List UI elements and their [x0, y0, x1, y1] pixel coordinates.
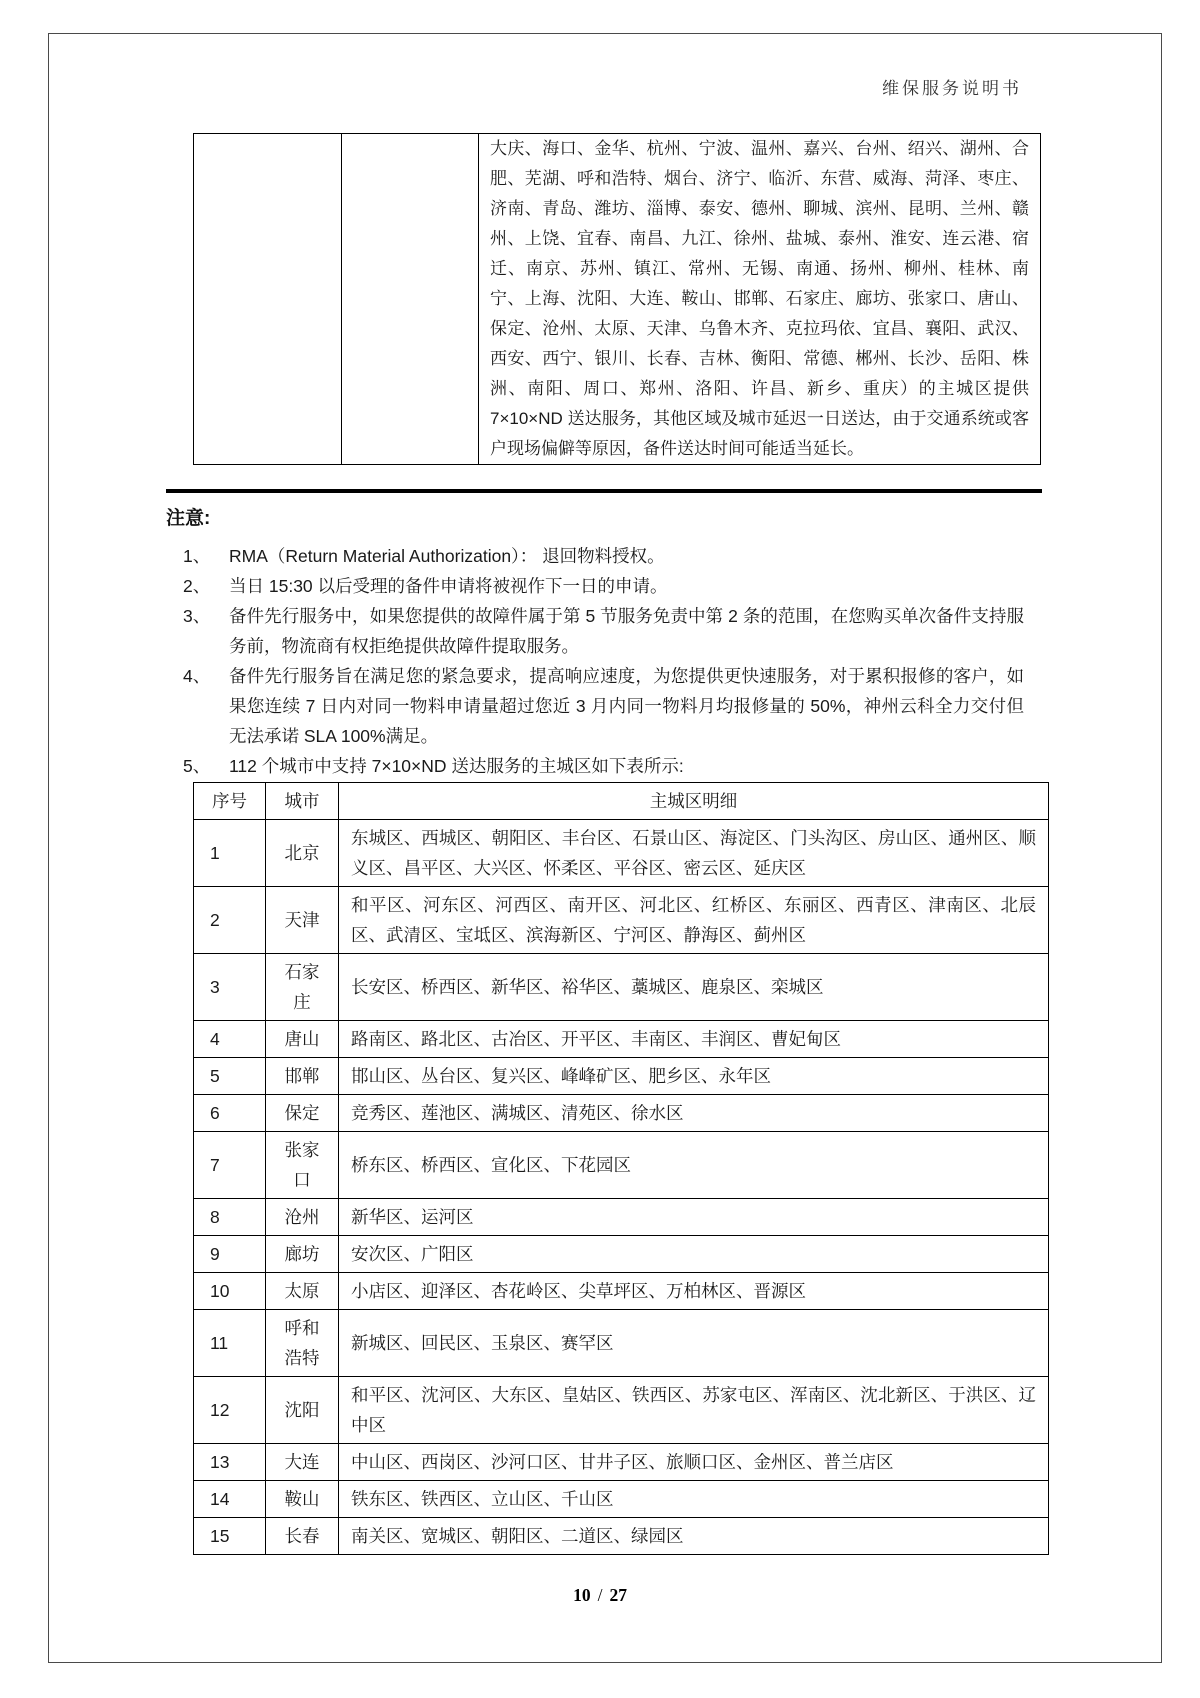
table-row — [194, 1273, 1049, 1310]
page-number: 10 — [573, 1585, 591, 1605]
delivery-cities-cell: 大庆、海口、金华、杭州、宁波、温州、嘉兴、台州、绍兴、湖州、合肥、芜湖、呼和浩特、烟台、济宁、临沂、东营、威海、菏泽、枣庄、济南、青岛、潍坊、淄博、泰安、德州、聊城、滨州、昆明、兰州、赣州、上饶、宜春、南昌、九江、徐州、盐城、泰州、淮安、连云港、宿迁、南京、苏州、镇江、常州、无锡、南通、扬州、柳州、桂林、南宁、上海、沈阳、大连、鞍山、邯郸、石家庄、廊坊、张家口、唐山、保定、沧州、太原、天津、乌鲁木齐、克拉玛依、宜昌、襄阳、武汉、西安、西宁、银川、长春、吉林、衡阳、常德、郴州、长沙、岳阳、株洲、南阳、周口、郑州、洛阳、许昌、新乡、重庆）的主城区提供 7×10×ND 送达服务，其他区域及城市延迟一日送达，由于交通系统或客户现场偏僻等原因，备件送达时间可能适当延长。 — [479, 134, 1041, 465]
row-number-cell: 3 — [194, 954, 266, 1021]
row-number-cell: 15 — [194, 1518, 266, 1555]
table-row — [194, 1518, 1049, 1555]
row-number-cell: 1 — [194, 820, 266, 887]
list-item-number: 2、 — [183, 576, 211, 596]
districts-cell: 南关区、宽城区、朝阳区、二道区、绿园区 — [339, 1518, 1049, 1555]
city-cell: 邯郸 — [266, 1058, 339, 1095]
districts-cell: 新城区、回民区、玉泉区、赛罕区 — [339, 1310, 1049, 1377]
districts-cell: 安次区、广阳区 — [339, 1236, 1049, 1273]
list-item — [183, 661, 1024, 751]
table-row — [194, 1236, 1049, 1273]
table-row — [194, 134, 1041, 465]
list-item — [183, 601, 1024, 661]
districts-cell: 东城区、西城区、朝阳区、丰台区、石景山区、海淀区、门头沟区、房山区、通州区、顺义区、昌平区、大兴区、怀柔区、平谷区、密云区、延庆区 — [339, 820, 1049, 887]
list-item-text: RMA（Return Material Authorization）： 退回物料授权。 — [229, 546, 665, 566]
table-row — [194, 1095, 1049, 1132]
page-number-separator: / — [597, 1585, 603, 1605]
table-row — [194, 887, 1049, 954]
section-divider-rule — [166, 489, 1042, 493]
page-footer — [0, 1585, 1200, 1606]
list-item-text: 备件先行服务中，如果您提供的故障件属于第 5 节服务免责中第 2 条的范围，在您购买单次备件支持服务前，物流商有权拒绝提供故障件提取服务。 — [229, 606, 1024, 656]
city-districts-table — [193, 782, 1049, 1555]
table-row — [194, 1199, 1049, 1236]
districts-cell: 和平区、沈河区、大东区、皇姑区、铁西区、苏家屯区、浑南区、沈北新区、于洪区、辽中区 — [339, 1377, 1049, 1444]
districts-cell: 长安区、桥西区、新华区、裕华区、藁城区、鹿泉区、栾城区 — [339, 954, 1049, 1021]
row-number-cell: 10 — [194, 1273, 266, 1310]
row-number-cell: 2 — [194, 887, 266, 954]
city-cell: 北京 — [266, 820, 339, 887]
empty-cell-2 — [342, 134, 479, 465]
table-row — [194, 1444, 1049, 1481]
city-cell: 廊坊 — [266, 1236, 339, 1273]
list-item-number: 1、 — [183, 546, 211, 566]
city-cell: 沈阳 — [266, 1377, 339, 1444]
districts-cell: 路南区、路北区、古冶区、开平区、丰南区、丰润区、曹妃甸区 — [339, 1021, 1049, 1058]
column-header-no: 序号 — [194, 783, 266, 820]
table-row — [194, 1021, 1049, 1058]
city-cell: 保定 — [266, 1095, 339, 1132]
districts-cell: 新华区、运河区 — [339, 1199, 1049, 1236]
districts-cell: 邯山区、丛台区、复兴区、峰峰矿区、肥乡区、永年区 — [339, 1058, 1049, 1095]
districts-cell: 桥东区、桥西区、宣化区、下花园区 — [339, 1132, 1049, 1199]
city-cell: 鞍山 — [266, 1481, 339, 1518]
city-cell: 呼和浩特 — [266, 1310, 339, 1377]
table-row — [194, 1310, 1049, 1377]
city-cell: 天津 — [266, 887, 339, 954]
notice-title: 注意: — [166, 508, 211, 529]
column-header-districts: 主城区明细 — [339, 783, 1049, 820]
empty-cell-1 — [194, 134, 342, 465]
document-header-title: 维保服务说明书 — [882, 79, 1022, 98]
row-number-cell: 7 — [194, 1132, 266, 1199]
row-number-cell: 11 — [194, 1310, 266, 1377]
districts-cell: 竞秀区、莲池区、满城区、清苑区、徐水区 — [339, 1095, 1049, 1132]
table-row — [194, 820, 1049, 887]
row-number-cell: 6 — [194, 1095, 266, 1132]
city-cell: 张家口 — [266, 1132, 339, 1199]
table-row — [194, 1058, 1049, 1095]
list-item — [183, 541, 1024, 571]
row-number-cell: 8 — [194, 1199, 266, 1236]
list-item-number: 3、 — [183, 606, 211, 626]
row-number-cell: 13 — [194, 1444, 266, 1481]
list-item-number: 4、 — [183, 666, 211, 686]
row-number-cell: 14 — [194, 1481, 266, 1518]
districts-cell: 小店区、迎泽区、杏花岭区、尖草坪区、万柏林区、晋源区 — [339, 1273, 1049, 1310]
continuation-table — [193, 133, 1041, 465]
list-item-text: 当日 15:30 以后受理的备件申请将被视作下一日的申请。 — [229, 576, 668, 596]
column-header-city: 城市 — [266, 783, 339, 820]
city-cell: 大连 — [266, 1444, 339, 1481]
city-cell: 长春 — [266, 1518, 339, 1555]
table-row — [194, 1377, 1049, 1444]
page-total: 27 — [609, 1585, 627, 1605]
table-row — [194, 1132, 1049, 1199]
list-item — [183, 571, 1024, 601]
city-cell: 石家庄 — [266, 954, 339, 1021]
districts-cell: 铁东区、铁西区、立山区、千山区 — [339, 1481, 1049, 1518]
row-number-cell: 5 — [194, 1058, 266, 1095]
list-item — [183, 751, 1024, 781]
list-item-text: 112 个城市中支持 7×10×ND 送达服务的主城区如下表所示: — [229, 756, 684, 776]
districts-cell: 和平区、河东区、河西区、南开区、河北区、红桥区、东丽区、西青区、津南区、北辰区、武清区、宝坻区、滨海新区、宁河区、静海区、蓟州区 — [339, 887, 1049, 954]
districts-cell: 中山区、西岗区、沙河口区、甘井子区、旅顺口区、金州区、普兰店区 — [339, 1444, 1049, 1481]
row-number-cell: 12 — [194, 1377, 266, 1444]
list-item-text: 备件先行服务旨在满足您的紧急要求，提高响应速度，为您提供更快速服务，对于累积报修的客户，如果您连续 7 日内对同一物料申请量超过您近 3 月内同一物料月均报修量的 50%，神州云科全力交付但无法承诺 SLA 100%满足。 — [229, 666, 1024, 746]
list-item-number: 5、 — [183, 756, 211, 776]
city-cell: 沧州 — [266, 1199, 339, 1236]
city-cell: 唐山 — [266, 1021, 339, 1058]
row-number-cell: 4 — [194, 1021, 266, 1058]
table-header-row — [194, 783, 1049, 820]
table-row — [194, 1481, 1049, 1518]
table-row — [194, 954, 1049, 1021]
notice-list — [183, 541, 1024, 781]
row-number-cell: 9 — [194, 1236, 266, 1273]
city-cell: 太原 — [266, 1273, 339, 1310]
